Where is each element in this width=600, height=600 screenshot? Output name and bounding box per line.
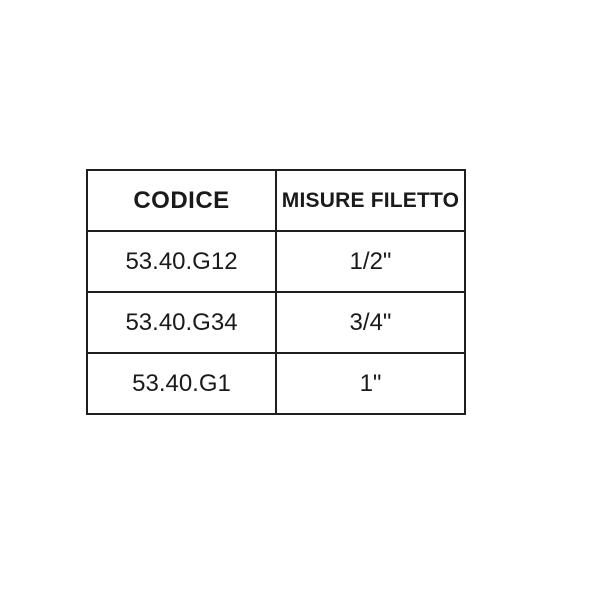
table-header-row: [87, 170, 465, 231]
column-header-codice: CODICE: [87, 170, 276, 231]
cell-misure-filetto: 1": [276, 353, 465, 414]
cell-codice: 53.40.G12: [87, 231, 276, 292]
cell-misure-filetto: 1/2": [276, 231, 465, 292]
cell-misure-filetto: 3/4": [276, 292, 465, 353]
table-row: [87, 292, 465, 353]
table-row: [87, 231, 465, 292]
cell-codice: 53.40.G34: [87, 292, 276, 353]
column-header-misure-filetto: MISURE FILETTO: [276, 170, 465, 231]
cell-codice: 53.40.G1: [87, 353, 276, 414]
table-row: [87, 353, 465, 414]
product-spec-table: [86, 169, 466, 415]
